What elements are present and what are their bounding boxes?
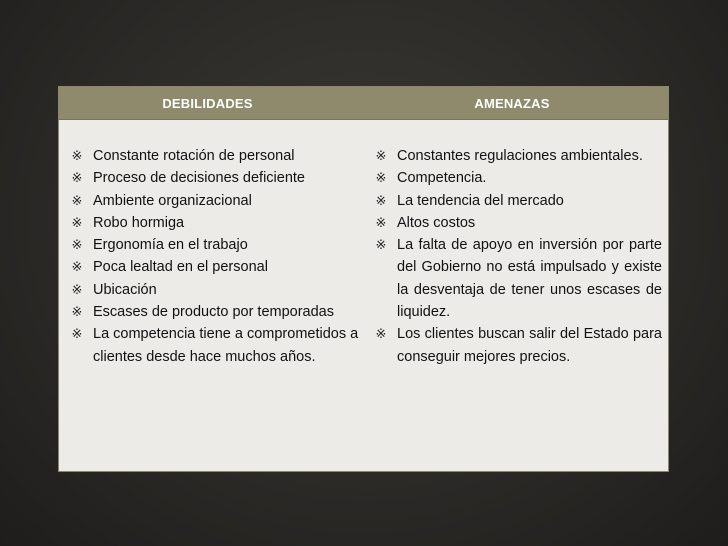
reference-mark-bullet-icon: ※ bbox=[375, 192, 387, 208]
debilidad-item bbox=[69, 323, 361, 368]
debilidad-item bbox=[69, 190, 361, 212]
debilidad-item bbox=[69, 301, 361, 323]
debilidad-item-text: Ambiente organizacional bbox=[93, 192, 252, 209]
debilidad-item-text: Proceso de decisiones deficiente bbox=[93, 170, 305, 187]
reference-mark-bullet-icon: ※ bbox=[71, 237, 83, 253]
debilidades-column bbox=[59, 145, 361, 368]
reference-mark-bullet-icon: ※ bbox=[71, 148, 83, 163]
amenaza-item-text: La falta de apoyo en inversión por parte del Gobierno no está impulsado y existe la desventaja de tener unos escases de liquidez. bbox=[397, 237, 662, 321]
debilidad-item-text: Constante rotación de personal bbox=[93, 148, 295, 164]
table-body-row bbox=[59, 120, 668, 368]
reference-mark-bullet-icon: ※ bbox=[375, 326, 387, 342]
amenaza-item bbox=[373, 323, 662, 368]
table-header-row bbox=[59, 87, 668, 120]
swot-table bbox=[58, 86, 669, 472]
reference-mark-bullet-icon: ※ bbox=[375, 214, 387, 230]
reference-mark-bullet-icon: ※ bbox=[71, 281, 83, 297]
amenaza-item-text: Altos costos bbox=[397, 214, 476, 231]
debilidad-item-text: La competencia tiene a comprometidos a clientes desde hace muchos años. bbox=[93, 326, 359, 365]
amenaza-item bbox=[373, 212, 662, 234]
reference-mark-bullet-icon: ※ bbox=[71, 192, 83, 208]
amenaza-item bbox=[373, 234, 662, 323]
reference-mark-bullet-icon: ※ bbox=[71, 304, 83, 320]
amenaza-item-text: Los clientes buscan salir del Estado para conseguir mejores precios. bbox=[397, 326, 662, 365]
debilidad-item bbox=[69, 279, 361, 301]
header-debilidades: DEBILIDADES bbox=[162, 95, 253, 111]
amenaza-item bbox=[373, 190, 662, 212]
reference-mark-bullet-icon: ※ bbox=[375, 237, 387, 253]
debilidades-list bbox=[69, 145, 361, 368]
amenaza-item-text: Constantes regulaciones ambientales. bbox=[397, 148, 643, 164]
debilidad-item bbox=[69, 212, 361, 234]
reference-mark-bullet-icon: ※ bbox=[375, 148, 387, 163]
debilidad-item bbox=[69, 167, 361, 189]
amenaza-item-text: Competencia. bbox=[397, 170, 487, 187]
amenazas-list bbox=[373, 145, 662, 368]
reference-mark-bullet-icon: ※ bbox=[71, 214, 83, 230]
debilidad-item bbox=[69, 256, 361, 278]
debilidad-item bbox=[69, 145, 361, 167]
debilidad-item-text: Ubicación bbox=[93, 281, 157, 298]
reference-mark-bullet-icon: ※ bbox=[71, 170, 83, 186]
reference-mark-bullet-icon: ※ bbox=[71, 259, 83, 275]
amenaza-item-text: La tendencia del mercado bbox=[397, 192, 564, 209]
amenaza-item bbox=[373, 145, 662, 167]
debilidad-item-text: Ergonomía en el trabajo bbox=[93, 237, 248, 254]
debilidad-item-text: Poca lealtad en el personal bbox=[93, 259, 268, 276]
amenaza-item bbox=[373, 167, 662, 189]
reference-mark-bullet-icon: ※ bbox=[71, 326, 83, 342]
debilidad-item bbox=[69, 234, 361, 256]
debilidad-item-text: Escases de producto por temporadas bbox=[93, 304, 334, 321]
amenazas-column bbox=[361, 145, 668, 368]
header-amenazas: AMENAZAS bbox=[474, 95, 550, 111]
debilidad-item-text: Robo hormiga bbox=[93, 214, 185, 231]
reference-mark-bullet-icon: ※ bbox=[375, 170, 387, 186]
